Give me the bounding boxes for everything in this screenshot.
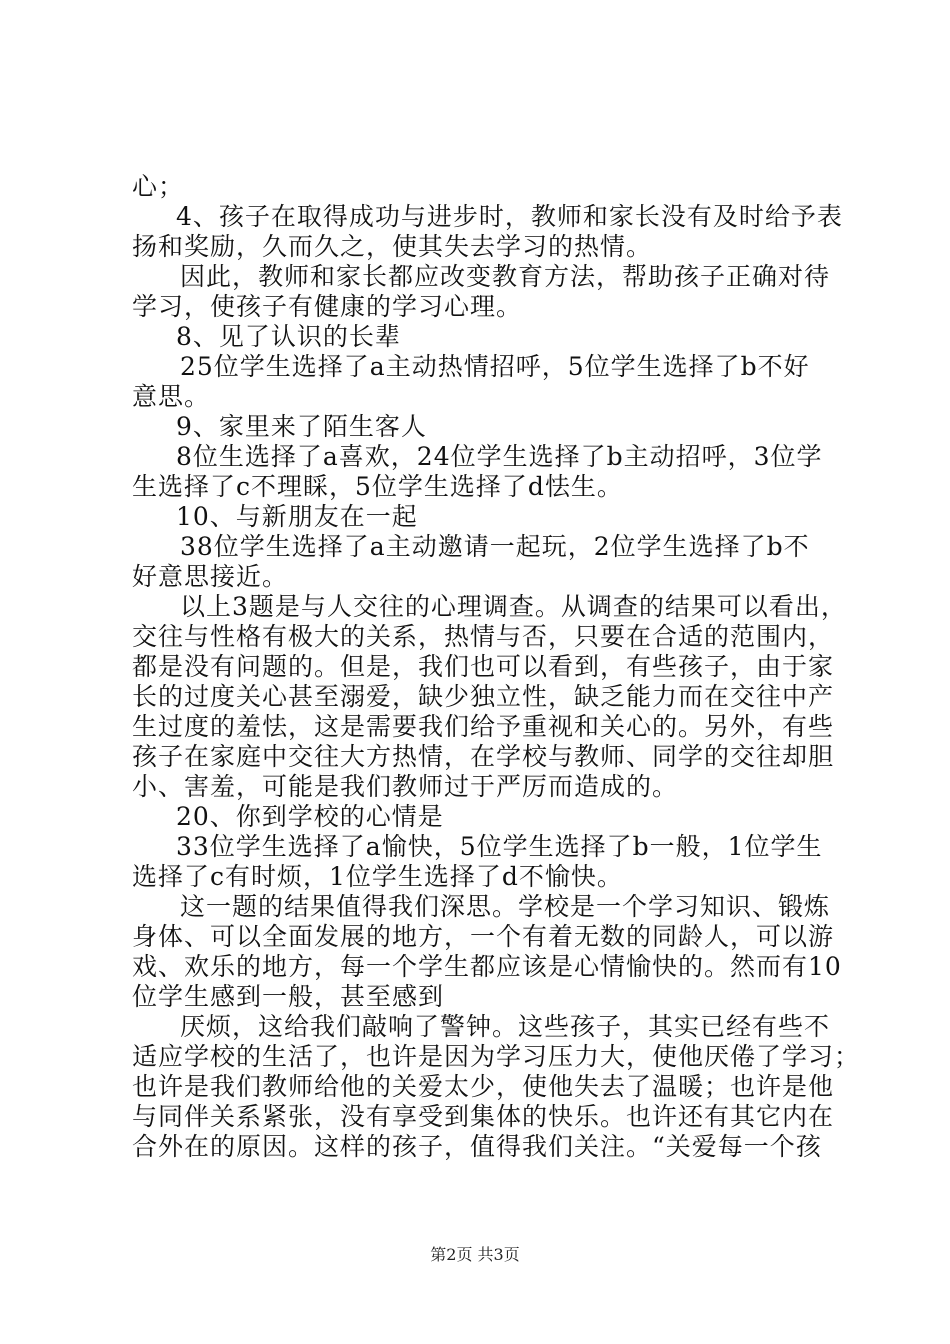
text-line: 选择了c有时烦，1位学生选择了d不愉快。 <box>132 862 623 891</box>
text-line: 8位生选择了a喜欢，24位学生选择了b主动招呼，3位学 <box>176 442 823 471</box>
text-line: 生过度的羞怯，这是需要我们给予重视和关心的。另外，有些 <box>132 712 835 741</box>
text-line: 长的过度关心甚至溺爱，缺少独立性，缺乏能力而在交往中产 <box>132 682 835 711</box>
text-line: 孩子在家庭中交往大方热情，在学校与教师、同学的交往却胆 <box>132 742 835 771</box>
text-line: 扬和奖励，久而久之，使其失去学习的热情。 <box>132 232 653 261</box>
text-line: 戏、欢乐的地方，每一个学生都应该是心情愉快的。然而有10 <box>132 952 842 981</box>
text-line: 25位学生选择了a主动热情招呼，5位学生选择了b不好 <box>180 352 810 381</box>
text-line: 33位学生选择了a愉快，5位学生选择了b一般，1位学生 <box>176 832 823 861</box>
text-line: 好意思接近。 <box>132 562 289 591</box>
text-line: 与同伴关系紧张，没有享受到集体的快乐。也许还有其它内在 <box>132 1102 835 1131</box>
text-line: 9、家里来了陌生客人 <box>176 412 427 441</box>
text-line: 20、你到学校的心情是 <box>176 802 444 831</box>
page-footer: 第2页 共3页 <box>430 1245 520 1264</box>
text-line: 位学生感到一般，甚至感到 <box>132 982 445 1011</box>
text-line: 也许是我们教师给他的关爱太少，使他失去了温暖；也许是他 <box>132 1072 835 1101</box>
text-line: 适应学校的生活了，也许是因为学习压力大，使他厌倦了学习； <box>132 1042 861 1071</box>
text-line: 38位学生选择了a主动邀请一起玩，2位学生选择了b不 <box>180 532 810 561</box>
text-line: 心； <box>132 172 185 201</box>
text-line: 这一题的结果值得我们深思。学校是一个学习知识、锻炼 <box>180 892 831 921</box>
text-line: 交往与性格有极大的关系，热情与否，只要在合适的范围内， <box>132 622 835 651</box>
document-body <box>132 172 861 1162</box>
text-line: 都是没有问题的。但是，我们也可以看到，有些孩子，由于家 <box>132 652 835 681</box>
text-line: 身体、可以全面发展的地方，一个有着无数的同龄人，可以游 <box>132 922 835 951</box>
text-line: 因此，教师和家长都应改变教育方法，帮助孩子正确对待 <box>180 262 831 291</box>
text-line: 以上3题是与人交往的心理调查。从调查的结果可以看出， <box>180 592 847 621</box>
text-line: 生选择了c不理睬，5位学生选择了d怯生。 <box>132 472 623 501</box>
text-line: 厌烦，这给我们敲响了警钟。这些孩子，其实已经有些不 <box>180 1012 831 1041</box>
text-line: 合外在的原因。这样的孩子，值得我们关注。“关爱每一个孩 <box>132 1132 822 1161</box>
text-line: 意思。 <box>132 382 211 411</box>
text-line: 8、见了认识的长辈 <box>176 322 401 351</box>
text-line: 4、孩子在取得成功与进步时，教师和家长没有及时给予表 <box>176 202 843 231</box>
text-line: 小、害羞，可能是我们教师过于严厉而造成的。 <box>132 772 679 801</box>
text-line: 10、与新朋友在一起 <box>176 502 418 531</box>
text-line: 学习，使孩子有健康的学习心理。 <box>132 292 523 321</box>
